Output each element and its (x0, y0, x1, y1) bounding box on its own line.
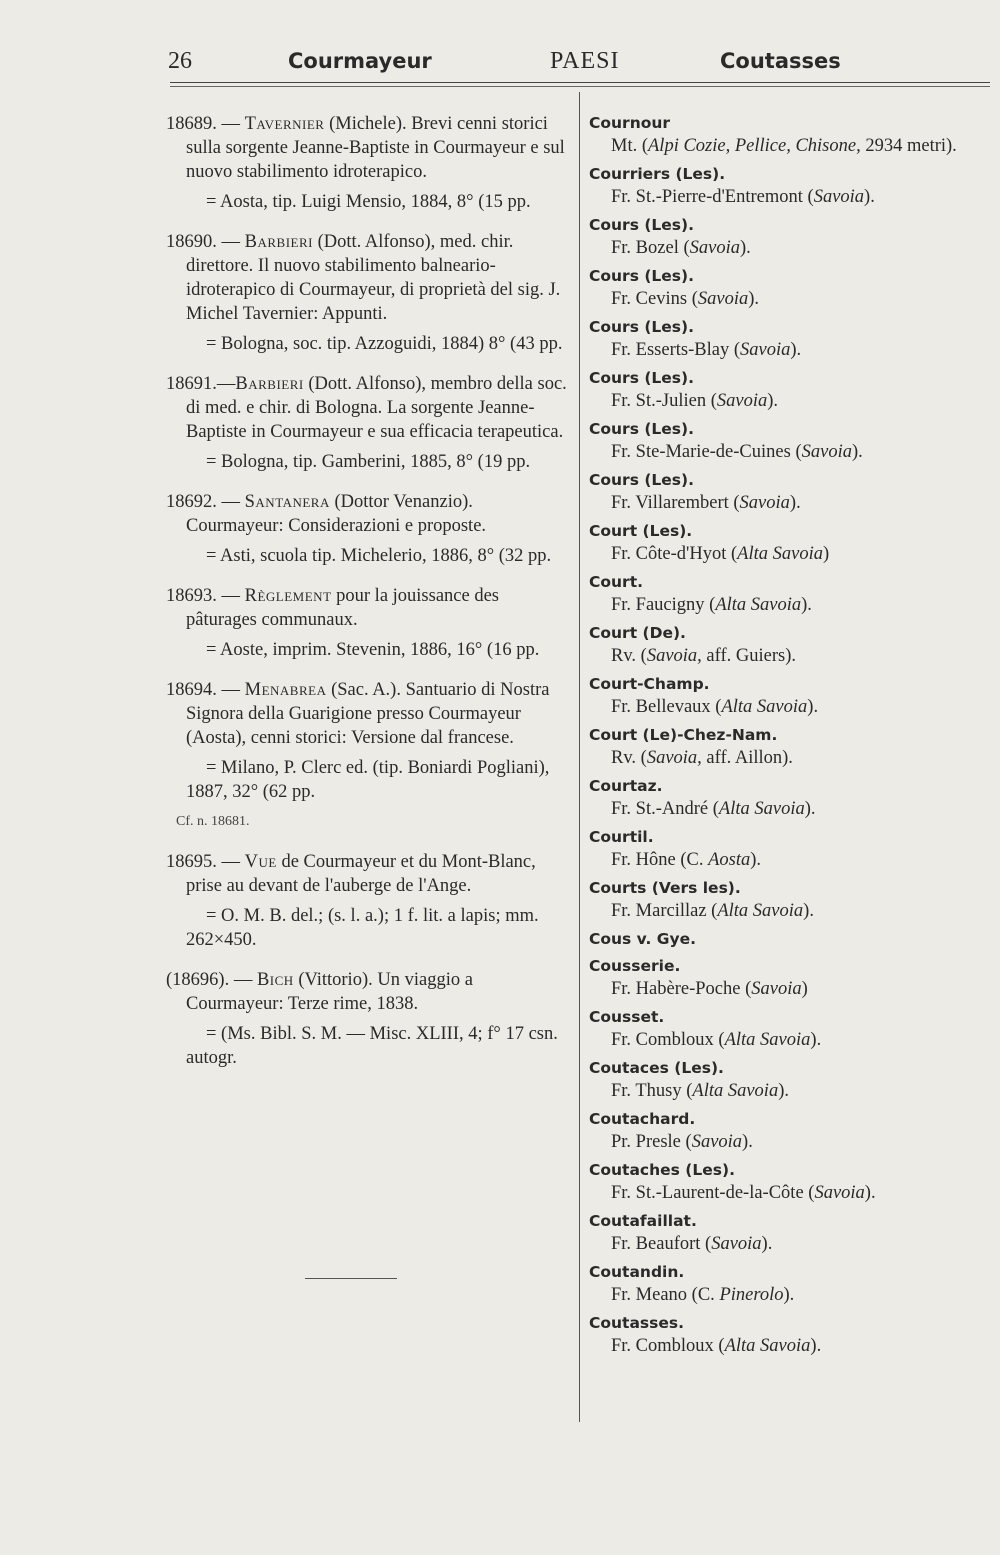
section-end-rule (305, 1278, 397, 1279)
bibliography-column (150, 112, 570, 1086)
place-name: Cous v. Gye. (589, 930, 697, 948)
entry-text: (Michele). Brevi cenni storici sulla sorgente Jeanne-Baptiste in Courmayeur e sul nuovo stabilimento idroterapico. (186, 114, 565, 182)
page-number: 26 (168, 48, 192, 74)
place-name: Cours (Les). (589, 267, 694, 285)
place-description: Fr. Bellevaux (Alta Savoia). (611, 697, 819, 717)
entry-text: (Dott. Alfonso), membro della soc. di med. e chir. di Bologna. La sorgente Jeanne-Baptiste in Courmayeur e sua efficacia terapeutica. (186, 374, 567, 442)
place-entry (575, 469, 995, 515)
gazetteer-column (575, 112, 995, 1363)
place-entry (575, 826, 995, 872)
entry-number: 18691. (166, 374, 217, 394)
place-name: Coutaces (Les). (589, 1059, 724, 1077)
place-entry (575, 622, 995, 668)
entry-number: 18693. (166, 586, 217, 606)
entry-number: 18694. (166, 680, 217, 700)
place-description: Fr. Cevins (Savoia). (611, 289, 760, 309)
bibliography-entry: 18691.—Barbieri (Dott. Alfonso), membro della soc. di med. e chir. di Bologna. La sorgente Jeanne-Baptiste in Courmayeur e sua efficacia terapeutica. = Bologna, tip. Gamberini, 1885, 8° (19 pp. (150, 372, 570, 474)
place-description: Fr. St.-André (Alta Savoia). (611, 799, 816, 819)
place-entry (575, 955, 995, 1001)
entry-author: Vue (244, 852, 277, 872)
place-name: Court (De). (589, 624, 686, 642)
place-description: Fr. Esserts-Blay (Savoia). (611, 340, 802, 360)
place-name: Coutafaillat. (589, 1212, 697, 1230)
entry-publication: = Bologna, soc. tip. Azzoguidi, 1884) 8° (43 pp. (206, 334, 563, 354)
place-name: Cousserie. (589, 957, 681, 975)
entry-publication: = Aoste, imprim. Stevenin, 1886, 16° (16 pp. (206, 640, 540, 660)
entry-publication: = Milano, P. Clerc ed. (tip. Boniardi Pogliani), 1887, 32° (62 pp. (186, 758, 550, 802)
place-name: Court. (589, 573, 644, 591)
place-entry (575, 1108, 995, 1154)
place-description: Fr. Ste-Marie-de-Cuines (Savoia). (611, 442, 863, 462)
place-description: Fr. Hône (C. Aosta). (611, 850, 762, 870)
place-entry (575, 112, 995, 158)
entry-text: (Dott. Alfonso), med. chir. direttore. Il nuovo stabilimento balneario-idroterapico di Courmayeur, di proprietà del sig. J. Michel Tavernier: Appunti. (186, 232, 561, 324)
bibliography-entry: 18695. — Vue de Courmayeur et du Mont-Blanc, prise au devant de l'auberge de l'Ange. = O. M. B. del.; (s. l. a.); 1 f. lit. a lapis; mm. 262×450. (150, 850, 570, 952)
place-description: Fr. Thusy (Alta Savoia). (611, 1081, 789, 1101)
entry-text: (Sac. A.). Santuario di Nostra Signora della Guarigione presso Courmayeur (Aosta), cenni storici: Versione dal francese. (186, 680, 550, 748)
bibliography-entry: 18693. — Règlement pour la jouissance des pâturages communaux. = Aoste, imprim. Stevenin, 1886, 16° (16 pp. (150, 584, 570, 662)
place-name: Cournour (589, 114, 671, 132)
place-entry (575, 520, 995, 566)
entry-number: 18690. (166, 232, 217, 252)
place-entry (575, 877, 995, 923)
entry-number: (18696). (166, 970, 230, 990)
place-entry (575, 367, 995, 413)
place-entry (575, 1261, 995, 1307)
place-name: Cours (Les). (589, 471, 694, 489)
entry-publication: = Asti, scuola tip. Michelerio, 1886, 8° (32 pp. (206, 546, 552, 566)
place-entry (575, 775, 995, 821)
entry-number: 18689. (166, 114, 217, 134)
place-description: Fr. St.-Laurent-de-la-Côte (Savoia). (611, 1183, 876, 1203)
entry-text: pour la jouissance des pâturages communaux. (186, 586, 500, 630)
place-description: Rv. (Savoia, aff. Aillon). (611, 748, 793, 768)
place-description: Fr. Beaufort (Savoia). (611, 1234, 773, 1254)
entry-publication: = Aosta, tip. Luigi Mensio, 1884, 8° (15 pp. (206, 192, 531, 212)
place-description: Fr. Marcillaz (Alta Savoia). (611, 901, 814, 921)
place-description: Pr. Presle (Savoia). (611, 1132, 753, 1152)
place-description: Fr. Faucigny (Alta Savoia). (611, 595, 812, 615)
place-description: Fr. Bozel (Savoia). (611, 238, 751, 258)
place-name: Court (Le)-Chez-Nam. (589, 726, 778, 744)
place-entry (575, 673, 995, 719)
place-entry (575, 316, 995, 362)
place-name: Cours (Les). (589, 420, 694, 438)
place-description: Fr. Villarembert (Savoia). (611, 493, 801, 513)
bibliography-entry: (18696). — Bich (Vittorio). Un viaggio a Courmayeur: Terze rime, 1838. = (Ms. Bibl. S. M. — Misc. XLIII, 4; f° 17 csn. autogr. (150, 968, 570, 1070)
entry-author: Bich (256, 970, 294, 990)
place-name: Courts (Vers les). (589, 879, 741, 897)
place-entry (575, 1312, 995, 1358)
place-entry (575, 724, 995, 770)
place-description: Fr. St.-Julien (Savoia). (611, 391, 779, 411)
bibliography-entry: 18692. — Santanera (Dottor Venanzio). Courmayeur: Considerazioni e proposte. = Asti, scuola tip. Michelerio, 1886, 8° (32 pp. (150, 490, 570, 568)
bibliography-entry: 18689. — Tavernier (Michele). Brevi cenni storici sulla sorgente Jeanne-Baptiste in Courmayeur e sul nuovo stabilimento idroterapico. = Aosta, tip. Luigi Mensio, 1884, 8° (15 pp. (150, 112, 570, 214)
header-rule (170, 82, 990, 83)
entry-author: Règlement (244, 586, 332, 606)
place-description: Fr. Combloux (Alta Savoia). (611, 1030, 822, 1050)
place-entry (575, 571, 995, 617)
entry-publication: = O. M. B. del.; (s. l. a.); 1 f. lit. a lapis; mm. 262×450. (186, 906, 539, 950)
place-name: Coutaches (Les). (589, 1161, 735, 1179)
place-entry (575, 418, 995, 464)
place-description: Rv. (Savoia, aff. Guiers). (611, 646, 796, 666)
place-name: Coutandin. (589, 1263, 685, 1281)
place-name: Court-Champ. (589, 675, 710, 693)
place-name: Courtil. (589, 828, 654, 846)
entry-author: Barbieri (235, 374, 304, 394)
running-head-center: PAESI (550, 48, 620, 74)
place-description: Fr. St.-Pierre-d'Entremont (Savoia). (611, 187, 875, 207)
bibliography-entry: 18690. — Barbieri (Dott. Alfonso), med. chir. direttore. Il nuovo stabilimento balneario-idroterapico di Courmayeur, di proprietà del sig. J. Michel Tavernier: Appunti. = Bologna, soc. tip. Azzoguidi, 1884) 8° (43 pp. (150, 230, 570, 356)
entry-author: Barbieri (244, 232, 313, 252)
place-entry (575, 1057, 995, 1103)
place-description: Fr. Combloux (Alta Savoia). (611, 1336, 822, 1356)
bibliography-entry: 18694. — Menabrea (Sac. A.). Santuario di Nostra Signora della Guarigione presso Courmayeur (Aosta), cenni storici: Versione dal francese. = Milano, P. Clerc ed. (tip. Boniardi Pogliani), 1887, 32° (62 pp. Cf. n. 18681. (150, 678, 570, 834)
place-description: Fr. Habère-Poche (Savoia) (611, 979, 808, 999)
place-name: Cours (Les). (589, 369, 694, 387)
entry-publication: = Bologna, tip. Gamberini, 1885, 8° (19 pp. (206, 452, 531, 472)
place-name: Cousset. (589, 1008, 665, 1026)
place-entry (575, 1210, 995, 1256)
place-description: Mt. (Alpi Cozie, Pellice, Chisone, 2934 metri). (611, 136, 957, 156)
place-name: Coutachard. (589, 1110, 696, 1128)
place-name: Cours (Les). (589, 318, 694, 336)
place-name: Court (Les). (589, 522, 693, 540)
entry-author: Santanera (244, 492, 330, 512)
place-description: Fr. Meano (C. Pinerolo). (611, 1285, 795, 1305)
place-entry (575, 214, 995, 260)
place-entry (575, 265, 995, 311)
place-name: Cours (Les). (589, 216, 694, 234)
entry-text: de Courmayeur et du Mont-Blanc, prise au devant de l'auberge de l'Ange. (186, 852, 536, 896)
place-name: Courtaz. (589, 777, 663, 795)
place-name: Coutasses. (589, 1314, 685, 1332)
entry-note: Cf. n. 18681. (176, 814, 250, 829)
page-header (168, 46, 988, 82)
header-rule-secondary (170, 86, 990, 87)
place-entry (575, 928, 995, 950)
entry-text: (Dottor Venanzio). Courmayeur: Considerazioni e proposte. (186, 492, 487, 536)
place-entry (575, 1006, 995, 1052)
place-name: Courriers (Les). (589, 165, 726, 183)
running-head-right: Coutasses (720, 49, 841, 73)
entry-number: 18695. (166, 852, 217, 872)
entry-text: (Vittorio). Un viaggio a Courmayeur: Terze rime, 1838. (186, 970, 473, 1014)
running-head-left: Courmayeur (288, 49, 432, 73)
place-entry (575, 1159, 995, 1205)
place-entry (575, 163, 995, 209)
entry-author: Menabrea (244, 680, 327, 700)
entry-publication: = (Ms. Bibl. S. M. — Misc. XLIII, 4; f° 17 csn. autogr. (186, 1024, 558, 1068)
entry-author: Tavernier (244, 114, 325, 134)
place-description: Fr. Côte-d'Hyot (Alta Savoia) (611, 544, 830, 564)
entry-number: 18692. (166, 492, 217, 512)
